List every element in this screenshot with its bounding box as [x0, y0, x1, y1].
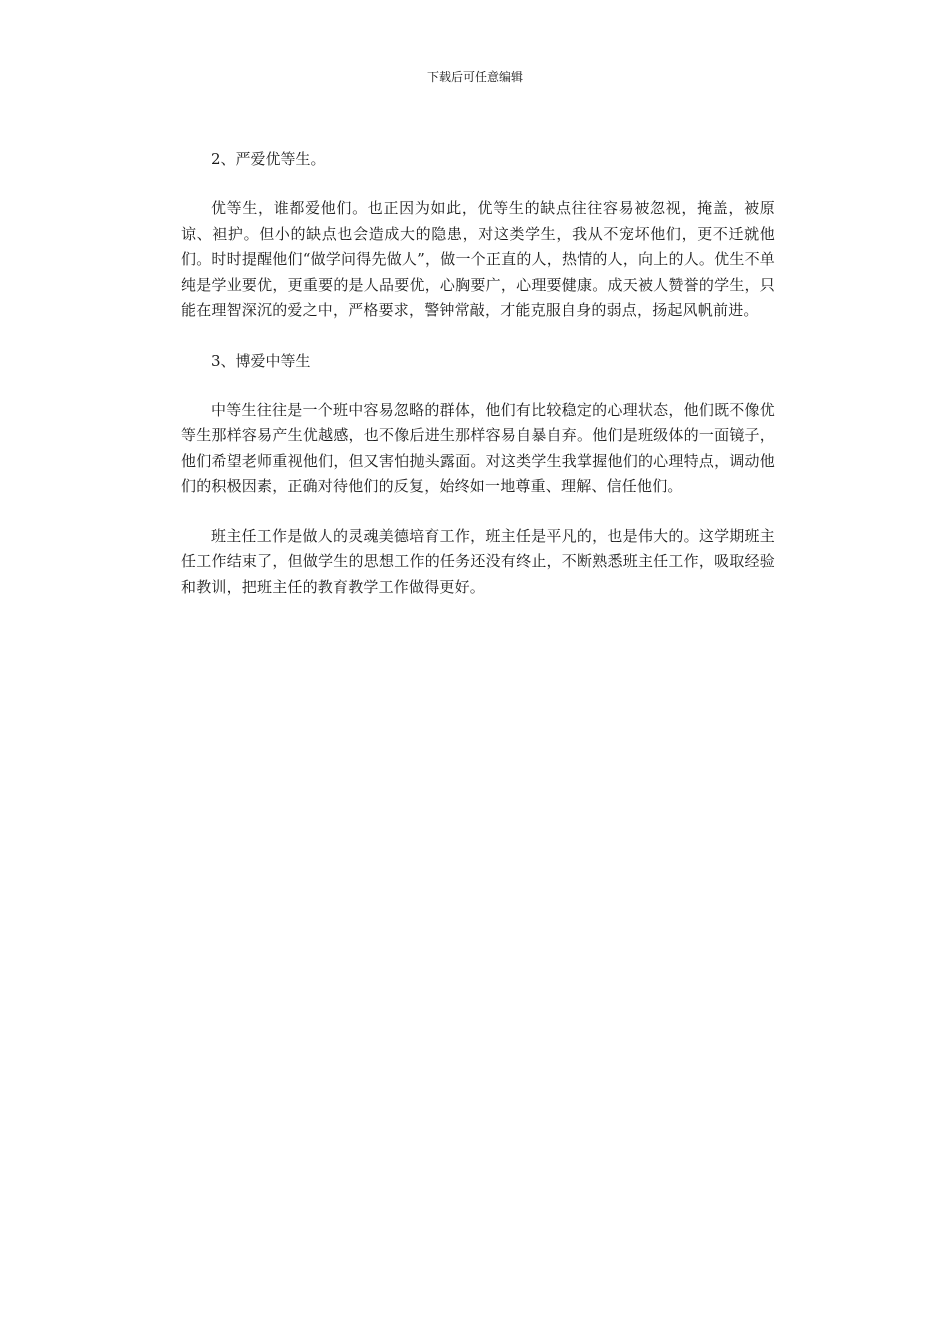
section-heading-2: 2、严爱优等生。	[211, 150, 326, 168]
document-body	[181, 146, 775, 600]
closing-paragraph: 班主任工作是做人的灵魂美德培育工作，班主任是平凡的，也是伟大的。这学期班主任工作结束了，但做学生的思想工作的任务还没有终止，不断熟悉班主任工作，吸取经验和教训，把班主任的教育教学工作做得更好。	[181, 526, 775, 596]
section-heading-3: 3、博爱中等生	[211, 351, 311, 370]
section-paragraph-2: 优等生，谁都爱他们。也正因为如此，优等生的缺点往往容易被忽视，掩盖，被原谅、袒护。但小的缺点也会造成大的隐患，对这类学生，我从不宠坏他们，更不迁就他们。时时提醒他们“做学问得先做人”，做一个正直的人，热情的人，向上的人。优生不单纯是学业要优，更重要的是人品要优，心胸要广，心理要健康。成天被人赞誉的学生，只能在理智深沉的爱之中，严格要求，警钟常敲，才能克服自身的弱点，扬起风帆前进。	[181, 199, 775, 319]
section-paragraph-3: 中等生往往是一个班中容易忽略的群体，他们有比较稳定的心理状态，他们既不像优等生那样容易产生优越感，也不像后进生那样容易自暴自弃。他们是班级体的一面镜子，他们希望老师重视他们，但又害怕抛头露面。对这类学生我掌握他们的心理特点，调动他们的积极因素，正确对待他们的反复，始终如一地尊重、理解、信任他们。	[181, 400, 775, 495]
header-note: 下载后可任意编辑	[426, 70, 523, 84]
